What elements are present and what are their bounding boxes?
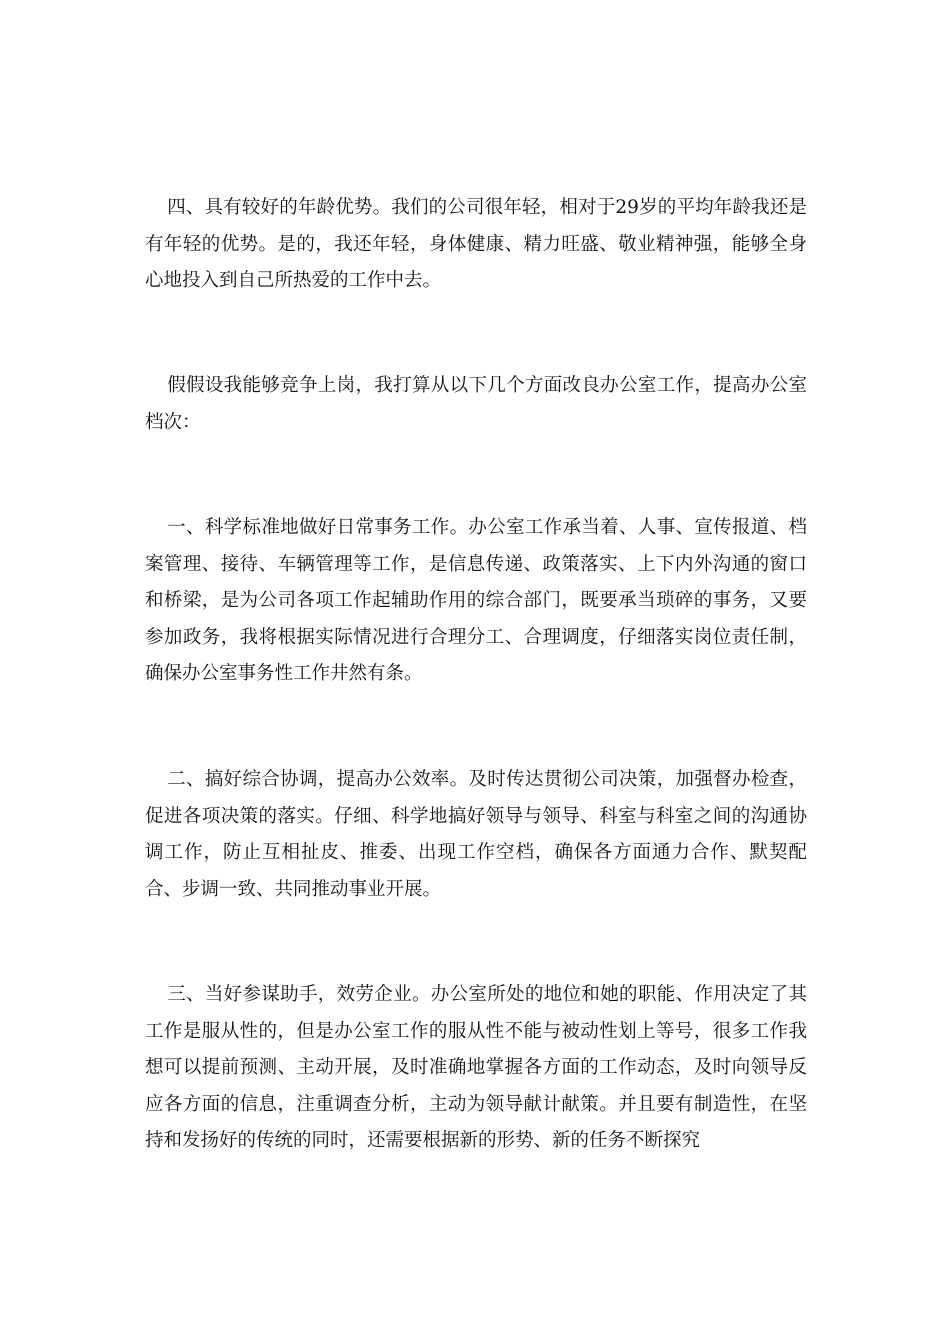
paragraph-plan-intro: 假假设我能够竞争上岗，我打算从以下几个方面改良办公室工作，提高办公室档次：: [145, 375, 807, 433]
paragraph-age-advantage: 四、具有较好的年龄优势。我们的公司很年轻，相对于29岁的平均年龄我还是有年轻的优势。是的，我还年轻，身体健康、精力旺盛、敬业精神强，能够全身心地投入到自己所热爱的工作中去。: [145, 197, 807, 291]
paragraph-coordination: 二、搞好综合协调，提高办公效率。及时传达贯彻公司决策，加强督办检查，促进各项决策的落实。仔细、科学地搞好领导与领导、科室与科室之间的沟通协调工作，防止互相扯皮、推委、出现工作空档，确保各方面通力合作、默契配合、步调一致、共同推动事业开展。: [145, 769, 807, 900]
paragraph-advisor-role: 三、当好参谋助手，效劳企业。办公室所处的地位和她的职能、作用决定了其工作是服从性的，但是办公室工作的服从性不能与被动性划上等号，很多工作我想可以提前预测、主动开展，及时准确地掌握各方面的工作动态，及时向领导反应各方面的信息，注重调查分析，主动为领导献计献策。并且要有制造性，在坚持和发扬好的传统的同时，还需要根据新的形势、新的任务不断探究: [145, 984, 807, 1151]
paragraph-daily-affairs: 一、科学标准地做好日常事务工作。办公室工作承当着、人事、宣传报道、档案管理、接待、车辆管理等工作，是信息传递、政策落实、上下内外沟通的窗口和桥梁，是为公司各项工作起辅助作用的综合部门，既要承当琐碎的事务，又要参加政务，我将根据实际情况进行合理分工、合理调度，仔细落实岗位责任制，确保办公室事务性工作井然有条。: [145, 517, 807, 684]
